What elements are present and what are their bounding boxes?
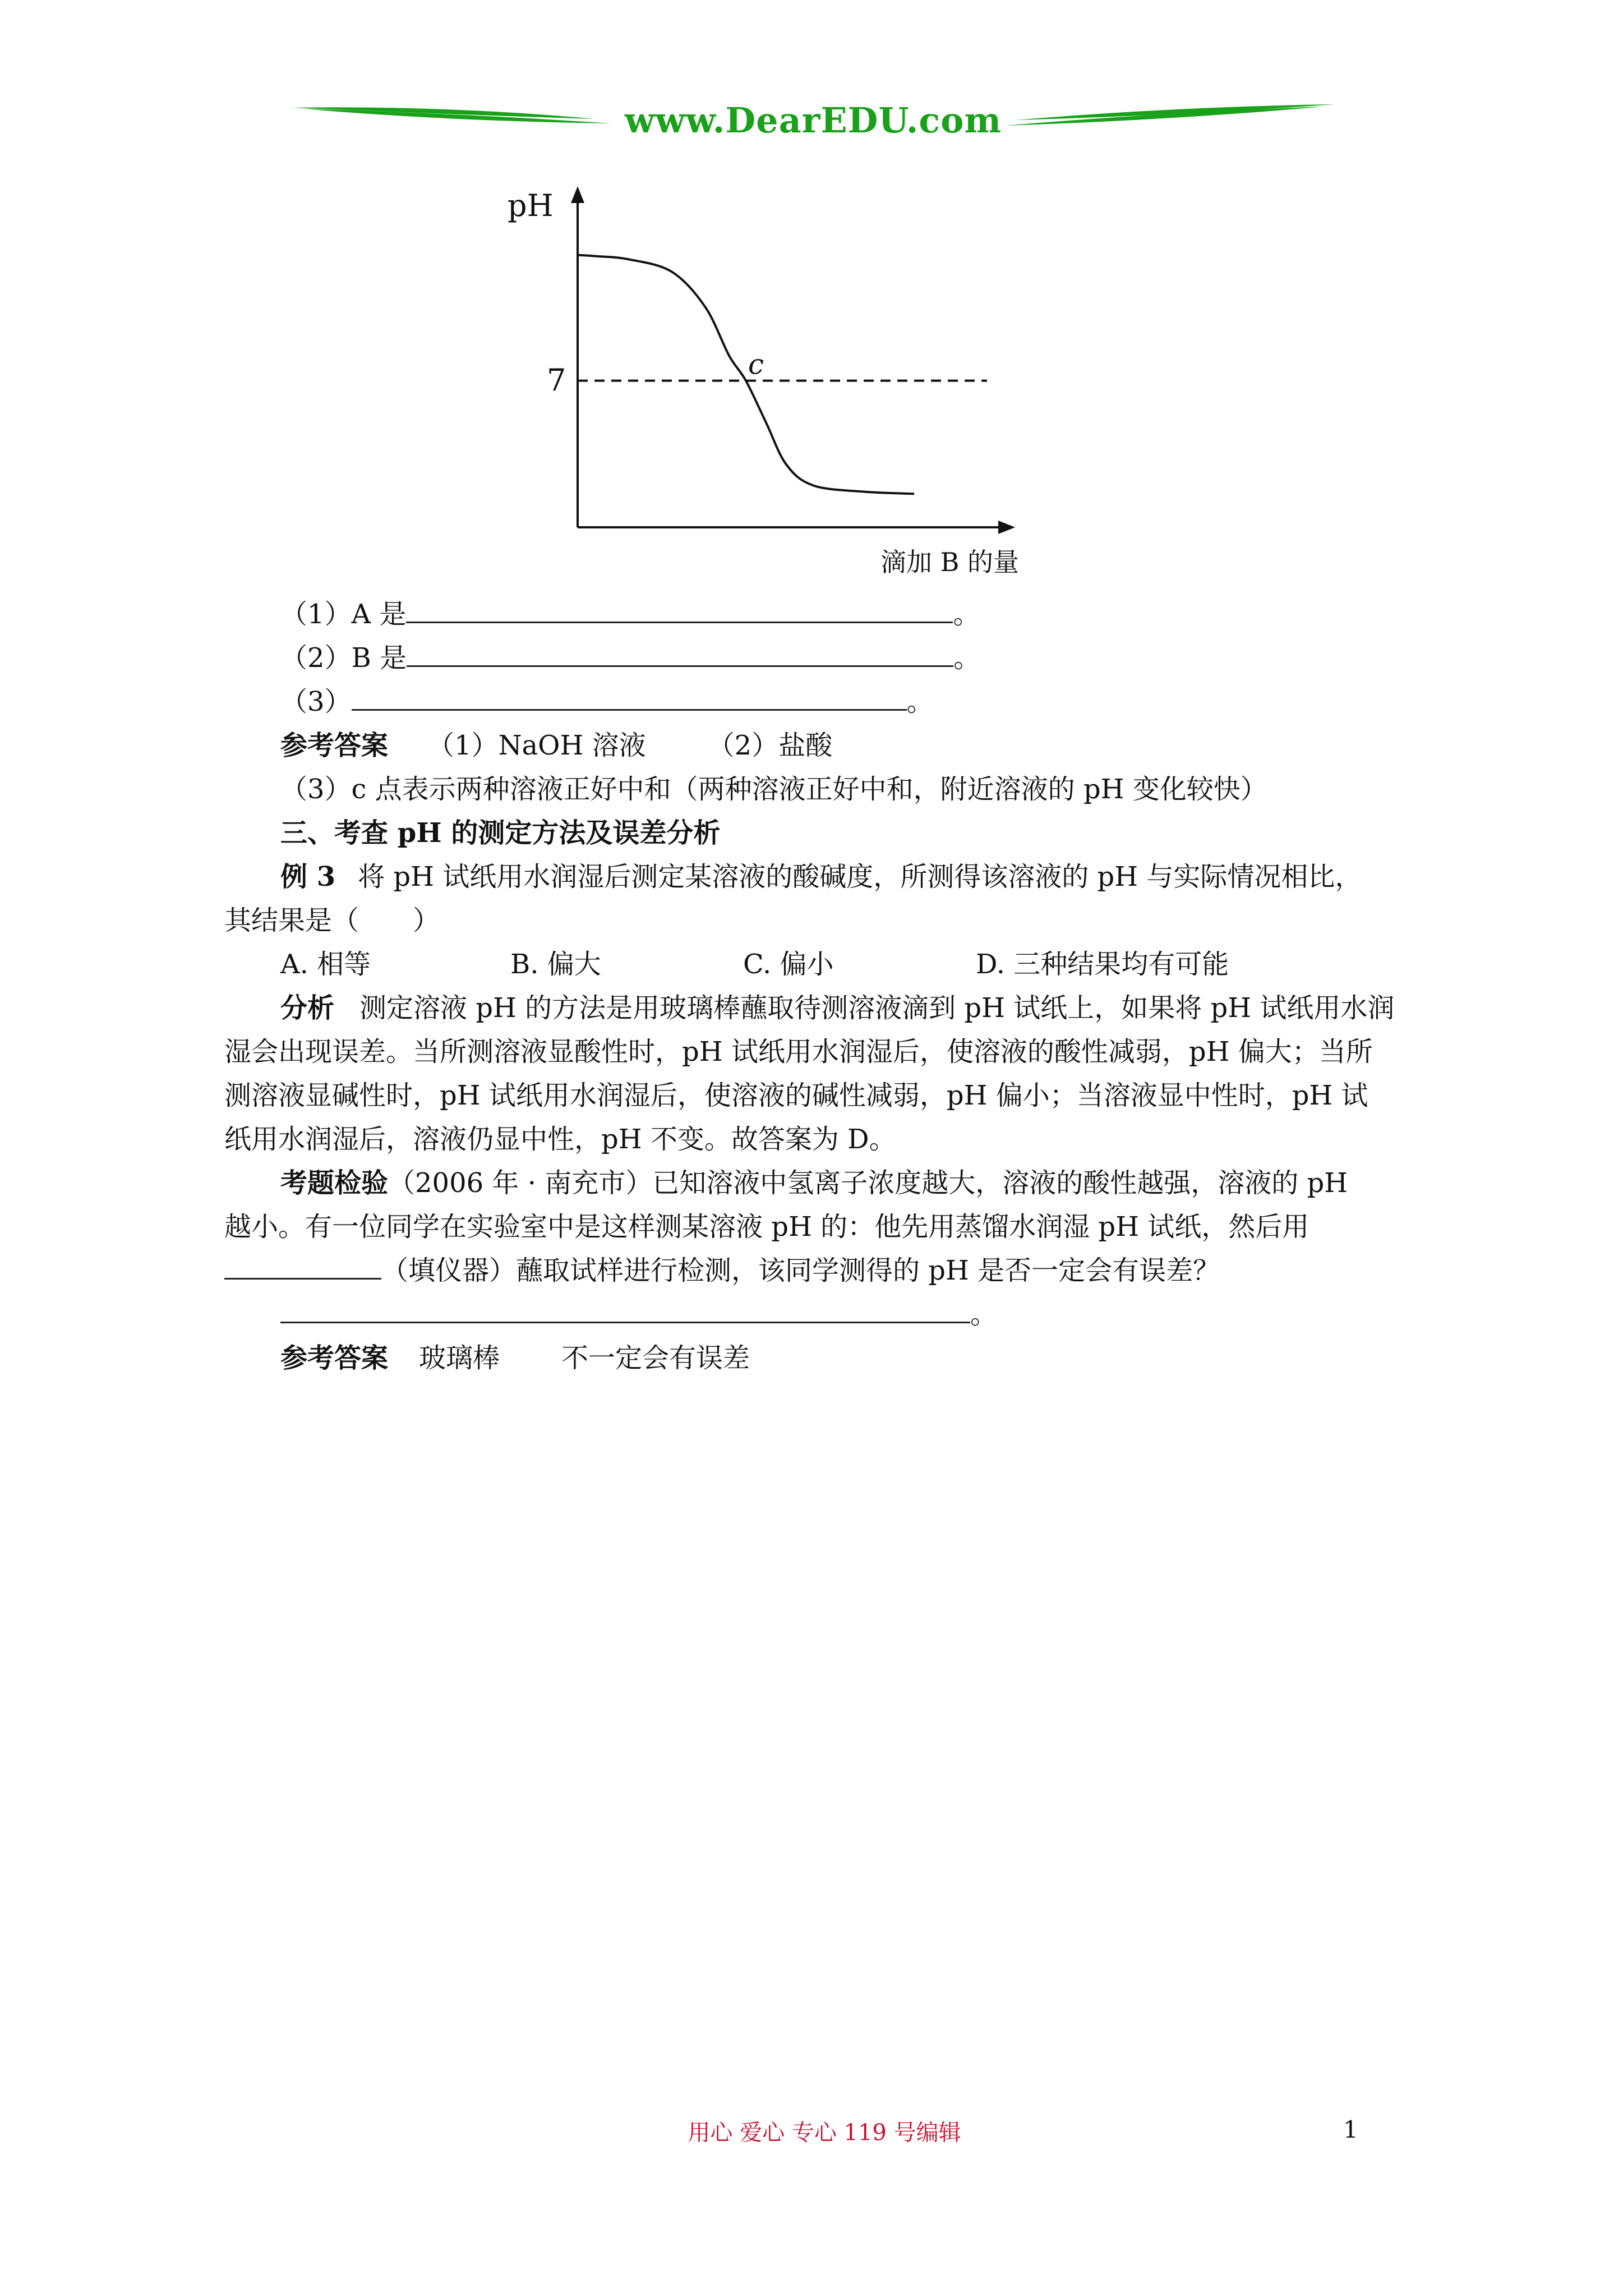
option-c: C. 偏小: [743, 949, 834, 980]
y-tick-7: 7: [547, 362, 566, 398]
test-line-2: 越小。有一位同学在实验室中是这样测某溶液 pH 的：他先用蒸馏水润湿 pH 试纸，然后用: [224, 1211, 1310, 1243]
option-a: A. 相等: [280, 949, 371, 980]
option-b: B. 偏大: [510, 949, 601, 980]
reference-answer-1: 参考答案 （1）NaOH 溶液 （2）盐酸: [280, 730, 833, 761]
answer-blank-3[interactable]: [352, 680, 907, 711]
reference-answer-1-part3: （3）c 点表示两种溶液正好中和（两种溶液正好中和，附近溶液的 pH 变化较快）: [280, 774, 1267, 805]
footer-text: 用心 爱心 专心 119 号编辑: [688, 2120, 961, 2146]
section-3-title: 三、考查 pH 的测定方法及误差分析: [280, 817, 721, 849]
point-c-label: c: [748, 348, 764, 381]
y-axis-arrow: [571, 186, 584, 203]
reference-answer-2: 参考答案 玻璃棒 不一定会有误差: [280, 1342, 750, 1374]
example-3-line-2: 其结果是（ ）: [224, 905, 440, 936]
question-2: （2）B 是 。: [280, 636, 980, 680]
example-3-line-1: 例 3 将 pH 试纸用水润湿后测定某溶液的酸碱度，所测得该溶液的 pH 与实际情况相比，: [280, 861, 1362, 892]
analysis-line-2: 湿会出现误差。当所测溶液显酸性时，pH 试纸用水润湿后，使溶液的酸性减弱，pH 偏大；当所: [224, 1036, 1373, 1068]
answer-blank-2[interactable]: [407, 636, 953, 667]
x-axis-arrow: [998, 521, 1015, 534]
question-3: （3） 。: [280, 679, 934, 724]
y-axis-label: pH: [508, 188, 554, 223]
option-d: D. 三种结果均有可能: [976, 949, 1229, 980]
analysis-line-1: 分析 测定溶液 pH 的方法是用玻璃棒蘸取待测溶液滴到 pH 试纸上，如果将 pH 试纸用水润: [280, 992, 1395, 1024]
analysis-line-3: 测溶液显碱性时，pH 试纸用水润湿后，使溶液的碱性减弱，pH 偏小；当溶液显中性时，pH 试: [224, 1080, 1368, 1111]
instrument-blank[interactable]: [224, 1249, 381, 1280]
test-line-3: （填仪器）蘸取试样进行检测，该同学测得的 pH 是否一定会有误差？: [224, 1248, 1220, 1293]
test-line-4: 。: [280, 1292, 997, 1337]
ph-titration-chart: [505, 174, 1066, 578]
test-line-1: 考题检验（2006 年 · 南充市）已知溶液中氢离子浓度越大，溶液的酸性越强，溶液的 pH: [280, 1167, 1348, 1199]
error-answer-blank[interactable]: [280, 1292, 970, 1323]
answer-blank-1[interactable]: [406, 592, 953, 623]
chart-x-axis-label: 滴加 B 的量: [880, 547, 1020, 577]
question-1: （1）A 是 。: [280, 592, 980, 637]
header-site-title: www.DearEDU.com: [624, 100, 1002, 141]
ph-curve: [578, 255, 914, 494]
analysis-line-4: 纸用水润湿后，溶液仍显中性，pH 不变。故答案为 D。: [224, 1124, 896, 1155]
page-number: 1: [1343, 2116, 1358, 2143]
